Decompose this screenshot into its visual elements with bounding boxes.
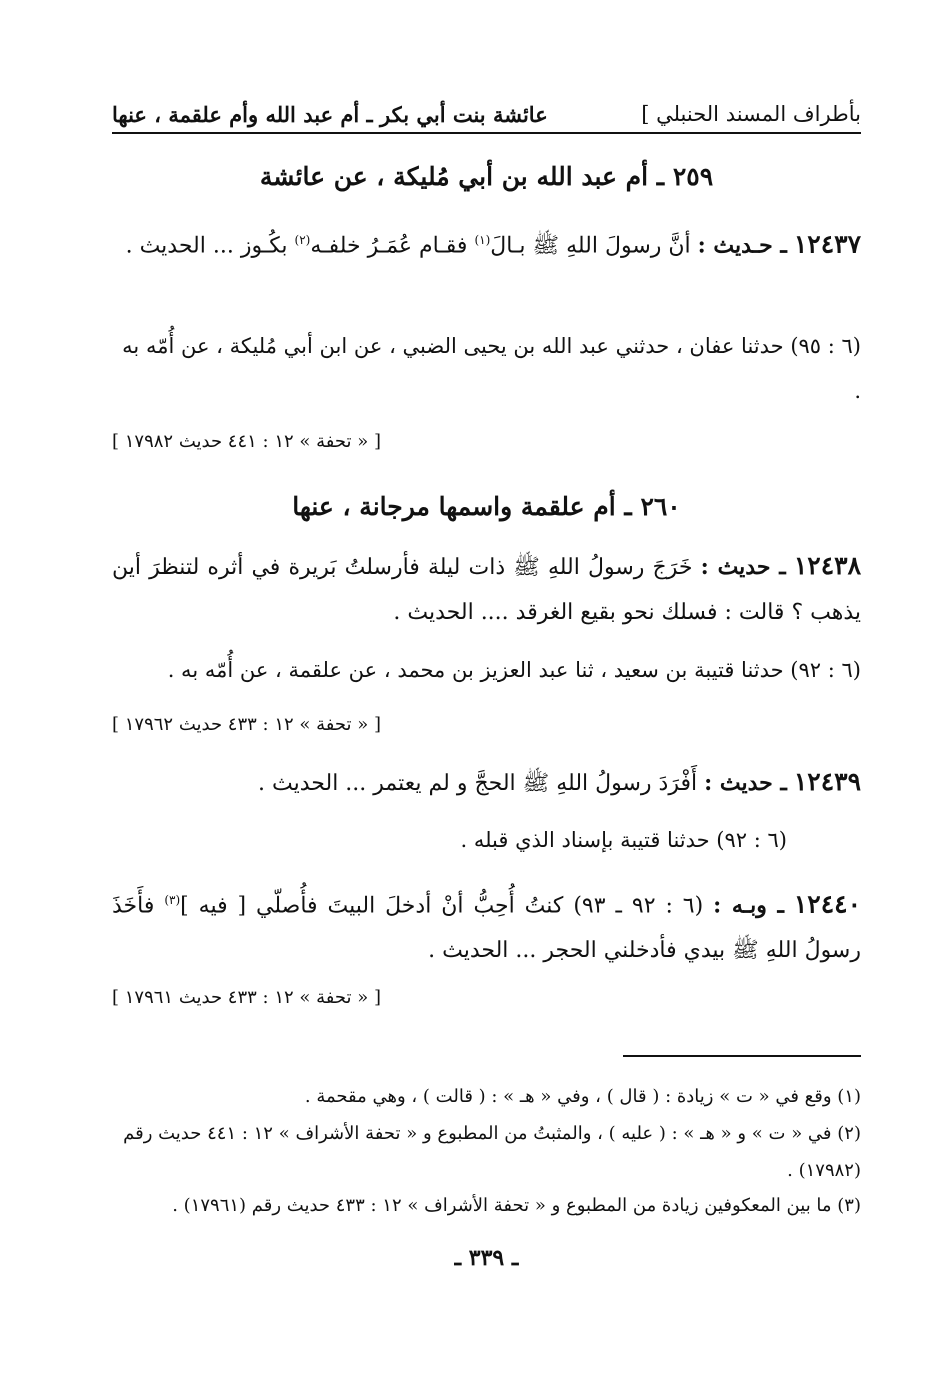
hadith-keyword: ـ وبـه : — [713, 892, 784, 919]
hadith-source: (٦ : ٩٢) حدثنا قتيبة بإسناد الذي قبله . — [460, 828, 787, 852]
page-number: ـ ٣٣٩ ـ — [454, 1245, 519, 1271]
header-chapter-title: عائشة بنت أبي بكر ـ أم عبد الله وأم علقمة ، عنها — [112, 101, 548, 127]
footnote-3: (٣) ما بين المعكوفين زيادة من المطبوع و « تحفة الأشراف » ١٢ : ٤٣٣ حديث رقم (١٧٩٦١) . — [172, 1195, 861, 1216]
footnote-2: (٢) في « ت » و « هـ » : ( عليه ) ، والمثبتُ من المطبوع و « تحفة الأشراف » ١٢ : ٤٤١ حديث رقم (١٧٩٨٢) . — [123, 1123, 861, 1181]
hadith-text: أنَّ رسولَ اللهِ ﷺ بـالَ — [490, 233, 691, 259]
hadith-text: فقـام عُمَـرُ خلفـه — [310, 233, 468, 259]
hadith-keyword: ـ حديث : — [704, 770, 787, 796]
section-heading-260: ٢٦٠ ـ أم علقمة واسمها مرجانة ، عنها — [292, 492, 681, 521]
footnote-ref-1: (١) — [474, 233, 491, 247]
tuhfa-reference: [ « تحفة » ١٢ : ٤٣٣ حديث ١٧٩٦١ ] — [112, 987, 381, 1008]
hadith-number: ١٢٤٣٨ — [793, 551, 861, 580]
hadith-12437 — [112, 218, 861, 268]
hadith-number: ١٢٤٤٠ — [793, 889, 861, 919]
page — [112, 0, 861, 1373]
hadith-number: ١٢٤٣٧ — [793, 229, 861, 259]
header-book-title: بأطراف المسند الحنبلي ] — [641, 102, 861, 126]
hadith-text: بكُـوز ... الحديث . — [125, 233, 288, 259]
footnote-ref-3: (٣) — [164, 893, 181, 907]
hadith-text: فأَخَذَ رسولُ اللهِ ﷺ بيدي فأدخلني الحجر ... الحديث . — [112, 893, 861, 964]
hadith-number: ١٢٤٣٩ — [793, 767, 861, 796]
tuhfa-reference: [ « تحفة » ١٢ : ٤٤١ حديث ١٧٩٨٢ ] — [112, 431, 381, 452]
hadith-12440 — [112, 878, 861, 973]
hadith-12439 — [112, 759, 861, 806]
footnote-1: (١) وقع في « ت » زيادة : ( قال ) ، وفي « هـ » : ( قالت ) ، وهي مقحمة . — [304, 1086, 861, 1107]
footnote-divider — [623, 1055, 861, 1057]
hadith-keyword: ـ حـديث : — [697, 232, 787, 259]
section-heading-259: ٢٥٩ ـ أم عبد الله بن أبي مُليكة ، عن عائشة — [259, 162, 714, 191]
hadith-text: خَرَجَ رسولُ اللهِ ﷺ ذات ليلة فأرسلتُ بَريرة في أثره لتنظرَ أين يذهب ؟ قالت : فسلك نحو بقيع الغرقد .... الحديث . — [112, 555, 861, 625]
running-header — [112, 96, 861, 134]
hadith-12438 — [112, 543, 861, 635]
tuhfa-reference: [ « تحفة » ١٢ : ٤٣٣ حديث ١٧٩٦٢ ] — [112, 714, 381, 735]
footnote-ref-2: (٢) — [294, 233, 311, 247]
hadith-source: (٦ : ٩٥) حدثنا عفان ، حدثني عبد الله بن يحيى الضبي ، عن ابن أبي مُليكة ، عن أُمّه به . — [122, 334, 861, 403]
hadith-text: أَفْرَدَ رسولُ اللهِ ﷺ الحجَّ و لم يعتمر ... الحديث . — [258, 771, 698, 796]
hadith-keyword: ـ حديث : — [700, 554, 786, 580]
hadith-text: (٦ : ٩٢ ـ ٩٣) كنتُ أُحِبُّ أنْ أدخلَ البيتَ فأُصلّي [ فيه ] — [180, 893, 704, 919]
hadith-source: (٦ : ٩٢) حدثنا قتيبة بن سعيد ، ثنا عبد العزيز بن محمد ، عن علقمة ، عن أُمّه به . — [167, 658, 861, 682]
